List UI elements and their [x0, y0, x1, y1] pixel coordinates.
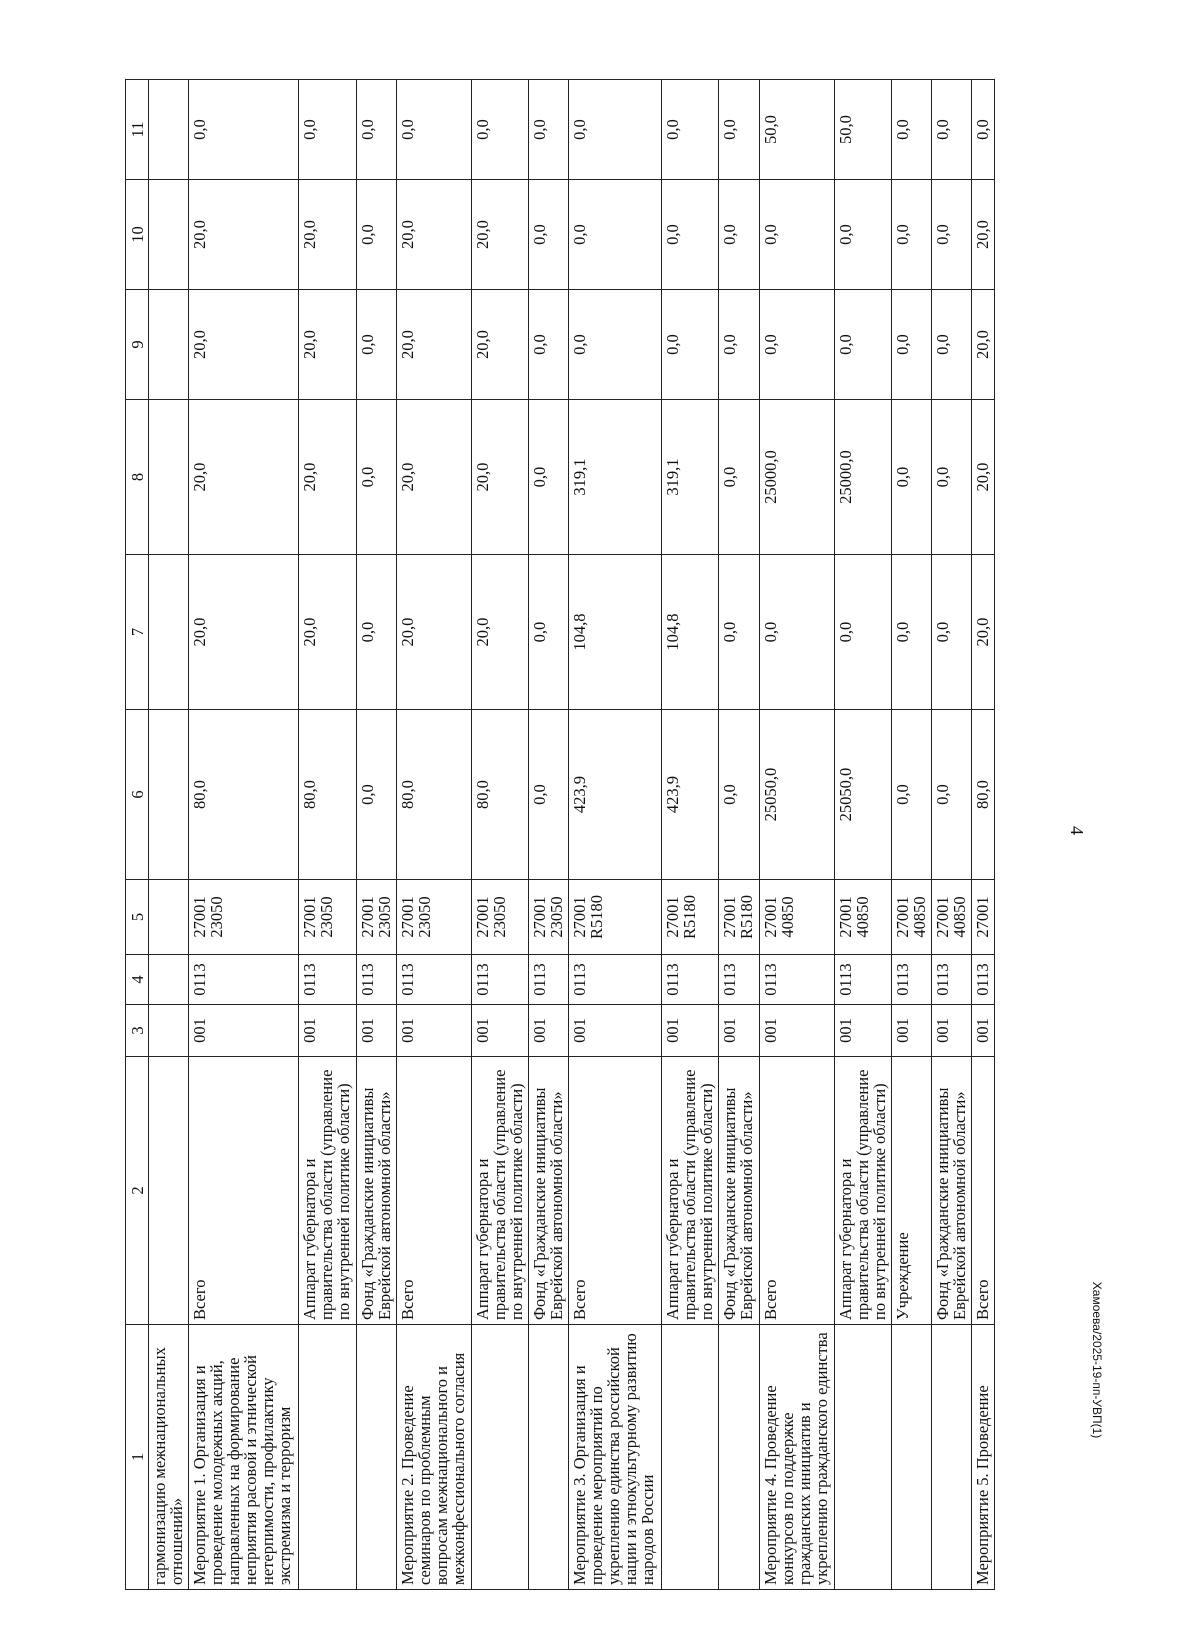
target-article-cell: 27001 23050	[299, 880, 357, 955]
column-header: 9	[126, 290, 149, 400]
executor-cell: Учреждение	[892, 1057, 932, 1325]
grbs-code-cell: 001	[471, 1005, 529, 1057]
year2-amount-cell: 0,0	[932, 400, 972, 555]
executor-cell: Фонд «Гражданские инициативы Еврейской автономной области»	[356, 1057, 396, 1325]
year1-amount-cell: 20,0	[189, 555, 299, 710]
year2-amount-cell: 25000,0	[759, 400, 834, 555]
section-code-cell: 0113	[189, 955, 299, 1005]
grbs-code-cell	[149, 1005, 189, 1057]
total-amount-cell: 0,0	[356, 710, 396, 880]
year4-amount-cell: 20,0	[972, 180, 995, 290]
target-article-cell: 27001 40850	[759, 880, 834, 955]
executor-cell: Аппарат губернатора и правительства области (управление по внутренней политике области)	[299, 1057, 357, 1325]
column-header: 7	[126, 555, 149, 710]
year1-amount-cell: 0,0	[834, 555, 892, 710]
executor-cell: Всего	[189, 1057, 299, 1325]
total-amount-cell: 80,0	[189, 710, 299, 880]
grbs-code-cell: 001	[834, 1005, 892, 1057]
total-amount-cell: 25050,0	[759, 710, 834, 880]
total-amount-cell: 80,0	[299, 710, 357, 880]
table-body	[149, 80, 995, 1590]
year5-amount-cell	[149, 80, 189, 180]
total-amount-cell: 0,0	[892, 710, 932, 880]
column-header: 5	[126, 880, 149, 955]
year4-amount-cell: 0,0	[356, 180, 396, 290]
section-code-cell	[149, 955, 189, 1005]
event-cell: Мероприятие 4. Проведение конкурсов по поддержке гражданских инициатив и укреплению гражданского единства	[759, 1325, 834, 1590]
year1-amount-cell: 0,0	[529, 555, 569, 710]
executor-cell: Всего	[396, 1057, 471, 1325]
table-row	[149, 80, 189, 1590]
event-cell	[834, 1325, 892, 1590]
column-header: 11	[126, 80, 149, 180]
executor-cell: Всего	[972, 1057, 995, 1325]
total-amount-cell: 80,0	[972, 710, 995, 880]
event-cell	[661, 1325, 719, 1590]
column-header: 8	[126, 400, 149, 555]
table-row	[189, 80, 299, 1590]
grbs-code-cell: 001	[892, 1005, 932, 1057]
year1-amount-cell: 20,0	[471, 555, 529, 710]
year1-amount-cell: 0,0	[356, 555, 396, 710]
section-code-cell: 0113	[299, 955, 357, 1005]
target-article-cell: 27001 R5180	[661, 880, 719, 955]
column-header: 3	[126, 1005, 149, 1057]
grbs-code-cell: 001	[396, 1005, 471, 1057]
table-row	[719, 80, 759, 1590]
year2-amount-cell: 20,0	[396, 400, 471, 555]
year2-amount-cell: 0,0	[719, 400, 759, 555]
total-amount-cell: 423,9	[569, 710, 662, 880]
year5-amount-cell: 0,0	[892, 80, 932, 180]
table-row	[471, 80, 529, 1590]
year1-amount-cell: 0,0	[892, 555, 932, 710]
year4-amount-cell	[149, 180, 189, 290]
table-row	[396, 80, 471, 1590]
event-cell	[892, 1325, 932, 1590]
year1-amount-cell: 20,0	[299, 555, 357, 710]
year2-amount-cell: 20,0	[972, 400, 995, 555]
table-row	[569, 80, 662, 1590]
grbs-code-cell: 001	[299, 1005, 357, 1057]
header-row	[126, 80, 149, 1590]
year4-amount-cell: 20,0	[396, 180, 471, 290]
year4-amount-cell: 0,0	[719, 180, 759, 290]
executor-cell: Аппарат губернатора и правительства области (управление по внутренней политике области)	[834, 1057, 892, 1325]
target-article-cell: 27001 40850	[932, 880, 972, 955]
year1-amount-cell: 0,0	[719, 555, 759, 710]
year3-amount-cell: 0,0	[661, 290, 719, 400]
target-article-cell: 27001 40850	[834, 880, 892, 955]
table-row	[299, 80, 357, 1590]
grbs-code-cell: 001	[189, 1005, 299, 1057]
executor-cell: Аппарат губернатора и правительства области (управление по внутренней политике области)	[661, 1057, 719, 1325]
year3-amount-cell: 0,0	[932, 290, 972, 400]
target-article-cell: 27001 40850	[892, 880, 932, 955]
year5-amount-cell: 50,0	[834, 80, 892, 180]
target-article-cell: 27001 23050	[396, 880, 471, 955]
event-cell: гармонизацию межнациональных отношений»	[149, 1325, 189, 1590]
total-amount-cell: 0,0	[529, 710, 569, 880]
year4-amount-cell: 0,0	[892, 180, 932, 290]
year3-amount-cell: 0,0	[834, 290, 892, 400]
executor-cell: Аппарат губернатора и правительства области (управление по внутренней политике области)	[471, 1057, 529, 1325]
target-article-cell: 27001 23050	[471, 880, 529, 955]
section-code-cell: 0113	[396, 955, 471, 1005]
year1-amount-cell: 104,8	[661, 555, 719, 710]
section-code-cell: 0113	[471, 955, 529, 1005]
table-row	[892, 80, 932, 1590]
grbs-code-cell: 001	[661, 1005, 719, 1057]
grbs-code-cell: 001	[972, 1005, 995, 1057]
year2-amount-cell: 0,0	[356, 400, 396, 555]
section-code-cell: 0113	[661, 955, 719, 1005]
year2-amount-cell: 25000,0	[834, 400, 892, 555]
event-cell: Мероприятие 1. Организация и проведение молодежных акций, направленных на формирование неприятия расовой и этнической нетерпимости, профилактику экстремизма и терроризм	[189, 1325, 299, 1590]
year5-amount-cell: 0,0	[471, 80, 529, 180]
year4-amount-cell: 20,0	[189, 180, 299, 290]
year2-amount-cell	[149, 400, 189, 555]
section-code-cell: 0113	[529, 955, 569, 1005]
year2-amount-cell: 20,0	[471, 400, 529, 555]
year5-amount-cell: 0,0	[661, 80, 719, 180]
section-code-cell: 0113	[972, 955, 995, 1005]
year3-amount-cell: 0,0	[759, 290, 834, 400]
year2-amount-cell: 0,0	[529, 400, 569, 555]
event-cell	[719, 1325, 759, 1590]
section-code-cell: 0113	[569, 955, 662, 1005]
year2-amount-cell: 319,1	[661, 400, 719, 555]
target-article-cell: 27001 23050	[189, 880, 299, 955]
table-row	[356, 80, 396, 1590]
section-code-cell: 0113	[932, 955, 972, 1005]
grbs-code-cell: 001	[719, 1005, 759, 1057]
page-number: 4	[1067, 826, 1087, 835]
column-header: 4	[126, 955, 149, 1005]
year3-amount-cell: 20,0	[396, 290, 471, 400]
executor-cell: Фонд «Гражданские инициативы Еврейской автономной области»	[529, 1057, 569, 1325]
event-cell	[932, 1325, 972, 1590]
year2-amount-cell: 319,1	[569, 400, 662, 555]
year1-amount-cell: 0,0	[932, 555, 972, 710]
year3-amount-cell: 0,0	[719, 290, 759, 400]
total-amount-cell: 0,0	[719, 710, 759, 880]
total-amount-cell	[149, 710, 189, 880]
target-article-cell: 27001 R5180	[569, 880, 662, 955]
year5-amount-cell: 0,0	[396, 80, 471, 180]
year3-amount-cell: 0,0	[892, 290, 932, 400]
grbs-code-cell: 001	[759, 1005, 834, 1057]
year5-amount-cell: 0,0	[972, 80, 995, 180]
total-amount-cell: 423,9	[661, 710, 719, 880]
grbs-code-cell: 001	[529, 1005, 569, 1057]
year3-amount-cell: 0,0	[569, 290, 662, 400]
executor-cell: Фонд «Гражданские инициативы Еврейской автономной области»	[719, 1057, 759, 1325]
target-article-cell	[149, 880, 189, 955]
target-article-cell: 27001 R5180	[719, 880, 759, 955]
year5-amount-cell: 0,0	[719, 80, 759, 180]
year1-amount-cell: 20,0	[972, 555, 995, 710]
column-header: 1	[126, 1325, 149, 1590]
grbs-code-cell: 001	[356, 1005, 396, 1057]
event-cell: Мероприятие 5. Проведение	[972, 1325, 995, 1590]
year4-amount-cell: 0,0	[529, 180, 569, 290]
grbs-code-cell: 001	[569, 1005, 662, 1057]
table-row	[932, 80, 972, 1590]
year4-amount-cell: 0,0	[661, 180, 719, 290]
year4-amount-cell: 0,0	[834, 180, 892, 290]
year5-amount-cell: 0,0	[299, 80, 357, 180]
total-amount-cell: 0,0	[932, 710, 972, 880]
year3-amount-cell: 20,0	[972, 290, 995, 400]
total-amount-cell: 80,0	[396, 710, 471, 880]
budget-table	[125, 79, 995, 1590]
event-cell: Мероприятие 2. Проведение семинаров по проблемным вопросам межнационального и межконфессионального согласия	[396, 1325, 471, 1590]
year2-amount-cell: 20,0	[189, 400, 299, 555]
section-code-cell: 0113	[892, 955, 932, 1005]
section-code-cell: 0113	[356, 955, 396, 1005]
total-amount-cell: 80,0	[471, 710, 529, 880]
year5-amount-cell: 0,0	[569, 80, 662, 180]
year1-amount-cell: 0,0	[759, 555, 834, 710]
table-row	[529, 80, 569, 1590]
table-row	[972, 80, 995, 1590]
year3-amount-cell: 20,0	[471, 290, 529, 400]
event-cell	[471, 1325, 529, 1590]
year5-amount-cell: 0,0	[932, 80, 972, 180]
target-article-cell: 27001 23050	[356, 880, 396, 955]
grbs-code-cell: 001	[932, 1005, 972, 1057]
year4-amount-cell: 20,0	[299, 180, 357, 290]
total-amount-cell: 25050,0	[834, 710, 892, 880]
table-row	[834, 80, 892, 1590]
year1-amount-cell	[149, 555, 189, 710]
event-cell: Мероприятие 3. Организация и проведение мероприятий по укреплению единства российской нации и этнокультурному развитию народов России	[569, 1325, 662, 1590]
year1-amount-cell: 104,8	[569, 555, 662, 710]
column-header: 6	[126, 710, 149, 880]
year3-amount-cell: 0,0	[356, 290, 396, 400]
table-row	[759, 80, 834, 1590]
executor-cell: Всего	[569, 1057, 662, 1325]
column-header: 10	[126, 180, 149, 290]
target-article-cell: 27001 23050	[529, 880, 569, 955]
year2-amount-cell: 0,0	[892, 400, 932, 555]
year5-amount-cell: 0,0	[356, 80, 396, 180]
table-row	[661, 80, 719, 1590]
year3-amount-cell	[149, 290, 189, 400]
executor-cell	[149, 1057, 189, 1325]
year5-amount-cell: 0,0	[189, 80, 299, 180]
section-code-cell: 0113	[719, 955, 759, 1005]
target-article-cell: 27001	[972, 880, 995, 955]
year5-amount-cell: 50,0	[759, 80, 834, 180]
year1-amount-cell: 20,0	[396, 555, 471, 710]
year3-amount-cell: 20,0	[189, 290, 299, 400]
section-code-cell: 0113	[759, 955, 834, 1005]
section-code-cell: 0113	[834, 955, 892, 1005]
rotated-page-content	[125, 80, 995, 1590]
event-cell	[529, 1325, 569, 1590]
year4-amount-cell: 0,0	[569, 180, 662, 290]
event-cell	[356, 1325, 396, 1590]
year4-amount-cell: 0,0	[759, 180, 834, 290]
document-reference: Хамоева/2025-19-пп-УВП(1)	[1090, 1281, 1104, 1439]
year3-amount-cell: 0,0	[529, 290, 569, 400]
executor-cell: Фонд «Гражданские инициативы Еврейской автономной области»	[932, 1057, 972, 1325]
executor-cell: Всего	[759, 1057, 834, 1325]
year4-amount-cell: 0,0	[932, 180, 972, 290]
year5-amount-cell: 0,0	[529, 80, 569, 180]
year2-amount-cell: 20,0	[299, 400, 357, 555]
year4-amount-cell: 20,0	[471, 180, 529, 290]
year3-amount-cell: 20,0	[299, 290, 357, 400]
column-header: 2	[126, 1057, 149, 1325]
event-cell	[299, 1325, 357, 1590]
